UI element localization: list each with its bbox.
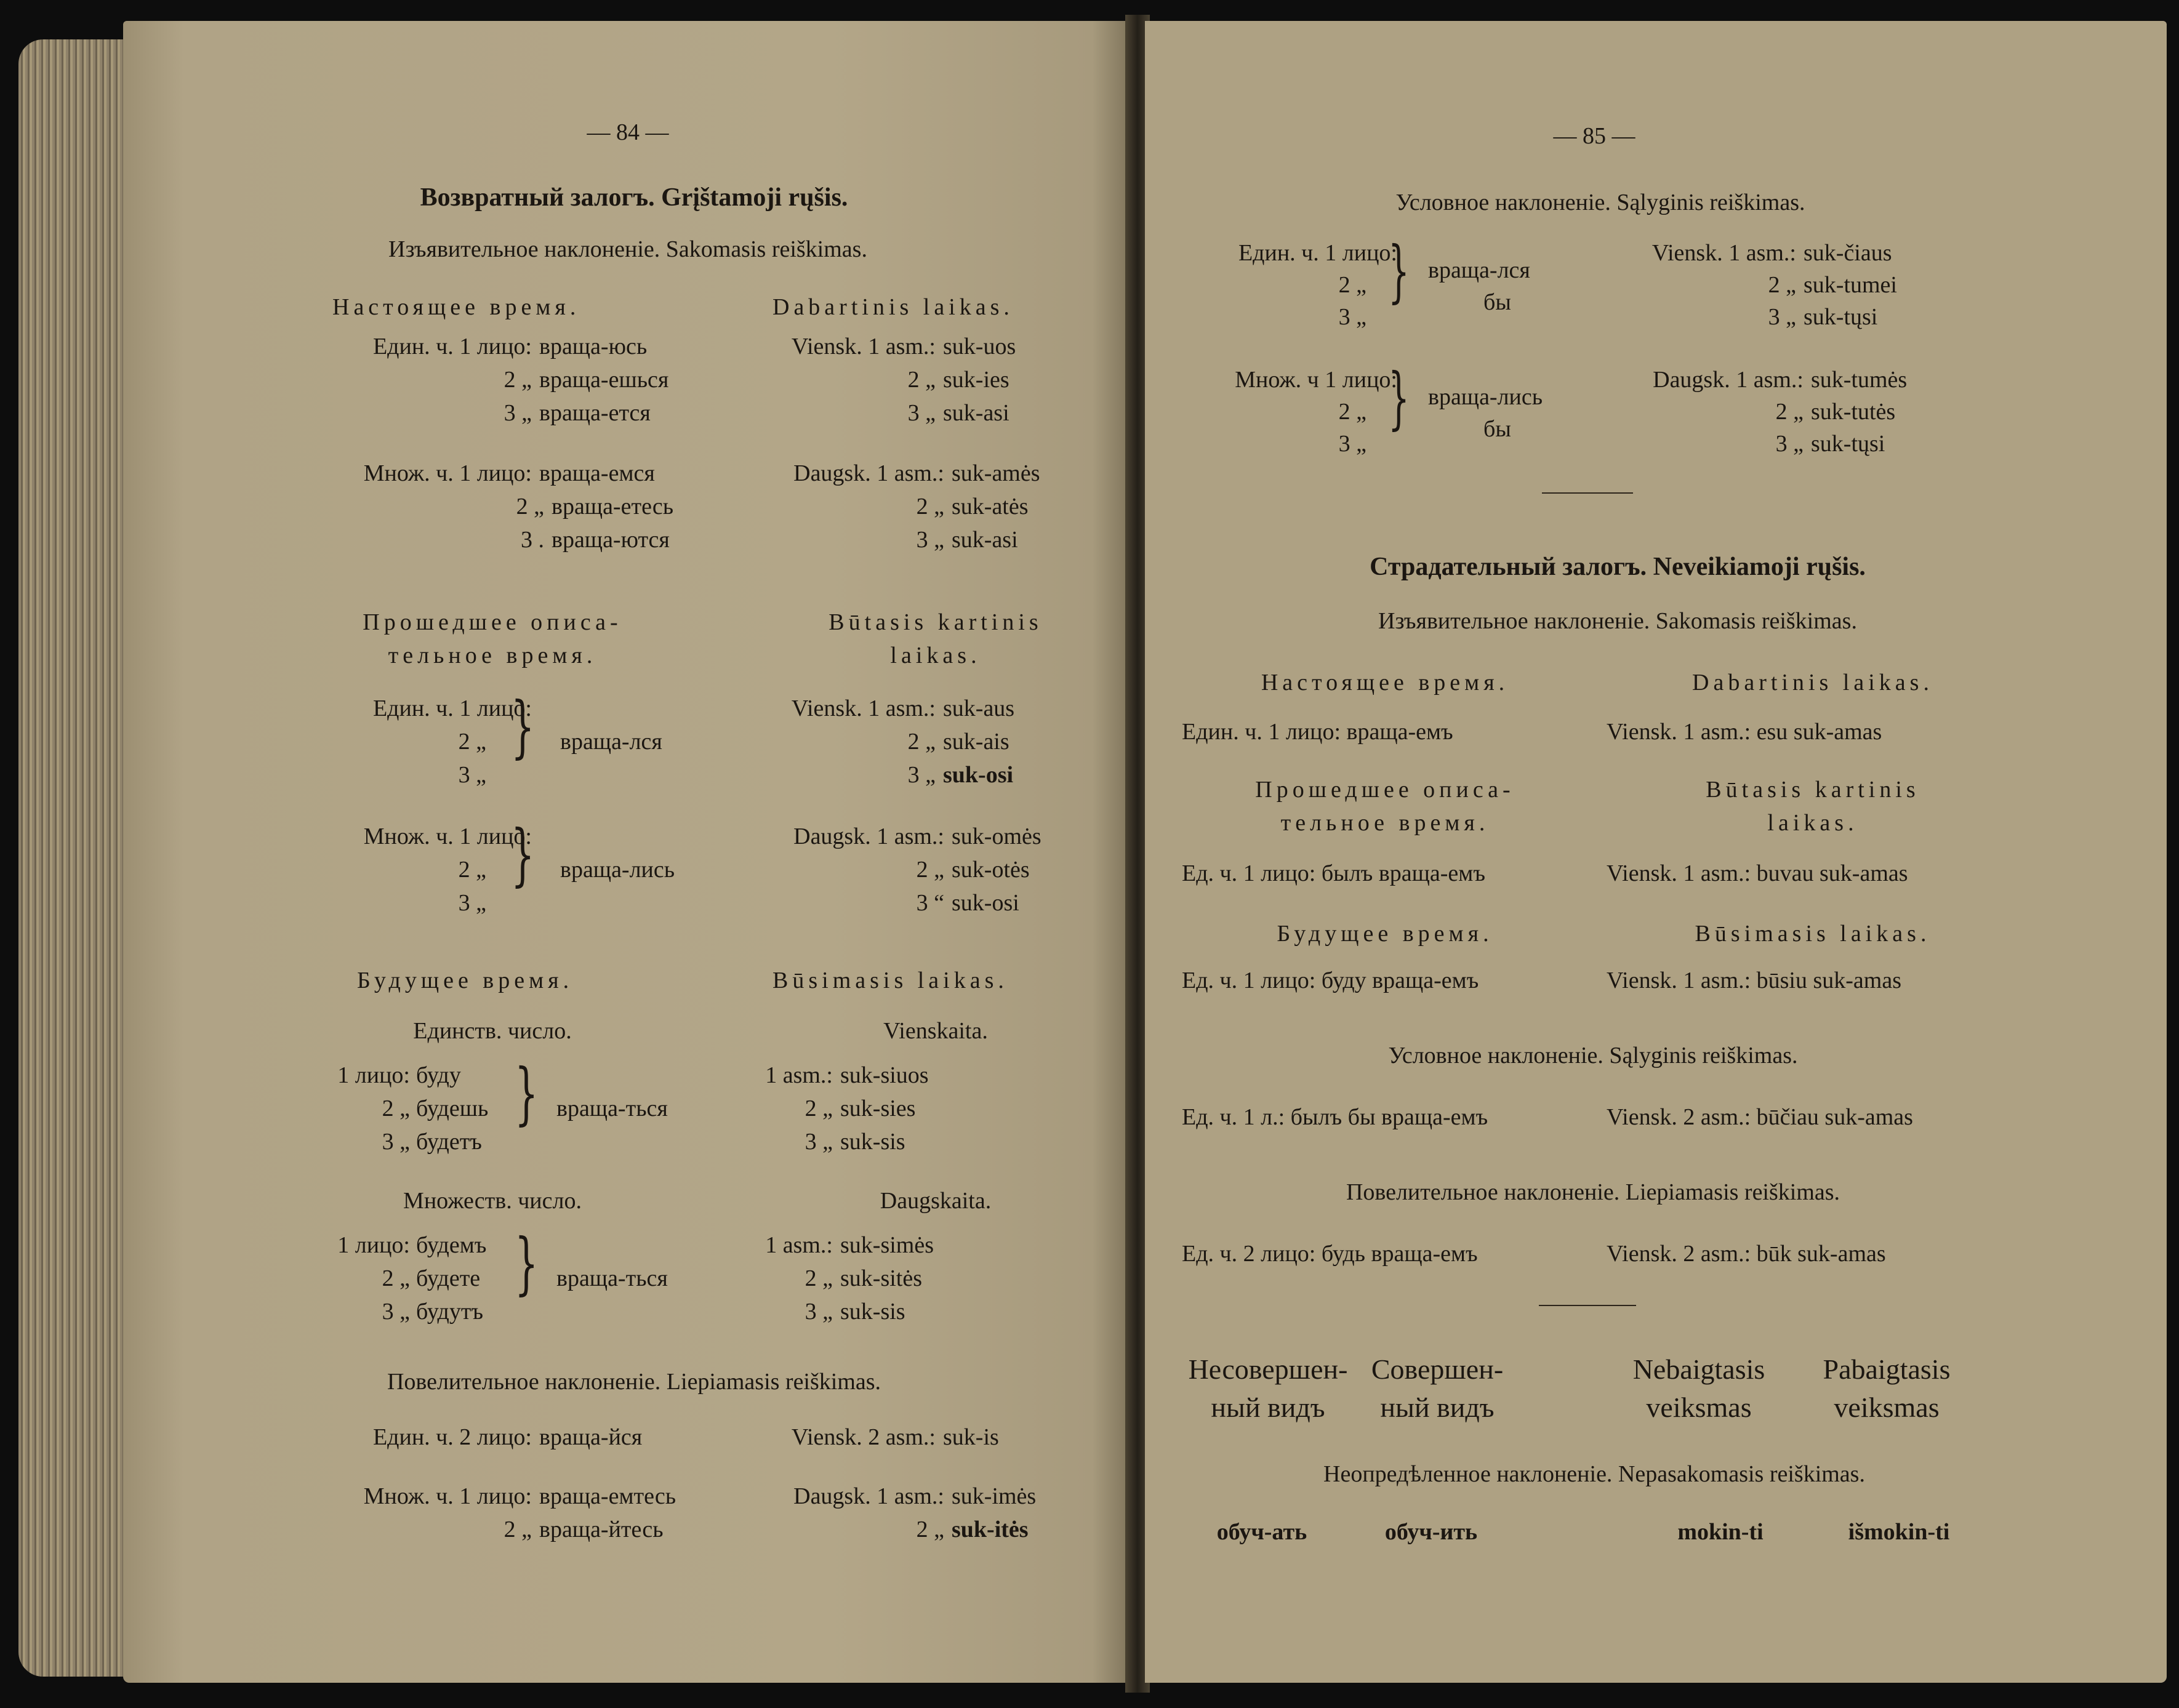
verb-form: враща-ется [539,400,651,426]
person-label: 2 „ [458,857,486,883]
verb-form: враща-ешься [539,367,669,393]
curly-brace: } [511,687,535,766]
aspect-heading: ный видъ [1211,1392,1325,1423]
verb-form: suk-simės [840,1232,934,1258]
verb-form: враща-лись [1428,384,1543,410]
person-label: 2 „ [1775,399,1804,425]
person-label: Viensk. 2 asm.: [791,1424,936,1450]
person-label: 3 „ [382,1299,410,1325]
conjugation-row-lt: Viensk. 2 asm.: būk suk-amas [1607,1241,1886,1267]
person-label: Един. ч. 1 лицо: [1238,240,1397,266]
curly-brace: } [515,1054,539,1133]
person-label: Множ. ч. 1 лицо: [363,460,532,486]
person-label: Един. ч. 1 лицо: [372,696,532,721]
tense-heading-lt: Būsimasis laikas. [1695,921,1931,947]
verb-particle: бы [1483,416,1511,442]
tense-heading-lt: Būtasis kartinis [1706,777,1920,803]
person-label: 2 „ [805,1096,833,1121]
verb-form: враща-емся [539,460,655,486]
tense-heading-lt: Būsimasis laikas. [772,968,1008,993]
tense-heading-lt: Dabartinis laikas. [1692,670,1933,696]
person-label: 3 . [521,527,544,553]
aspect-heading: Совершен- [1371,1353,1504,1385]
verb-form: враща-ться [556,1096,668,1121]
curly-brace: } [515,1224,539,1302]
verb-form: враща-ются [552,527,670,553]
person-label: 3 „ [916,527,944,553]
person-label: Множ. ч. 1 лицо: [363,824,532,849]
conjugation-row-lt: Viensk. 1 asm.: esu suk-amas [1607,719,1882,745]
verb-form: suk-uos [943,334,1016,359]
person-label: Един. ч. 1 лицо: [372,334,532,359]
verb-form: suk-omės [952,824,1041,849]
person-label: 3 „ [1768,304,1796,330]
person-label: 3 „ [1338,431,1366,457]
verb-form: suk-siuos [840,1062,929,1088]
person-label: 2 „ [382,1096,410,1121]
verb-form: suk-tųsi [1811,431,1885,457]
person-label: 3 „ [907,762,936,788]
person-label: Viensk. 1 asm.: [791,696,936,721]
verb-form: suk-amės [952,460,1040,486]
conjugation-row-ru: Ед. ч. 1 лицо: былъ враща-емъ [1182,860,1485,886]
person-label: 2 „ [458,729,486,755]
verb-form: враща-юсь [539,334,648,359]
tense-heading-ru: тельное время. [388,643,597,668]
person-label: 3 „ [805,1299,833,1325]
mood-heading: Неопредѣленное наклоненiе. Nepasakomasis reiškimas. [1323,1461,1865,1487]
person-label: 2 „ [916,857,944,883]
section-title: Возвратный залогъ. Grįštamoji rųšis. [420,183,848,212]
curly-brace: } [1388,231,1410,310]
conjugation-row-ru: Един. ч. 1 лицо: враща-емъ [1182,719,1453,745]
person-label: 3 „ [382,1129,410,1155]
verb-form: suk-itės [952,1517,1029,1542]
person-label: 3 „ [1338,304,1366,330]
verb-form: suk-sis [840,1299,905,1325]
tense-heading-ru: Будущее время. [357,968,574,993]
verb-form: suk-asi [943,400,1009,426]
aspect-heading: ный видъ [1380,1392,1495,1423]
person-label: 2 „ [504,367,532,393]
verb-form: suk-tutės [1811,399,1896,425]
verb-form: враща-йся [539,1424,643,1450]
person-label: 2 „ [907,729,936,755]
curly-brace: } [1388,358,1410,437]
conjugation-row-ru: Ед. ч. 1 лицо: буду враща-емъ [1182,968,1479,993]
verb-particle: бы [1483,289,1511,315]
verb-form: suk-sies [840,1096,916,1121]
person-label: Множ. ч. 1 лицо: [363,1483,532,1509]
person-label: Множ. ч 1 лицо: [1235,367,1397,393]
conjugation-row-lt: Viensk. 2 asm.: būčiau suk-amas [1607,1104,1913,1130]
person-label: 3 „ [504,400,532,426]
verb-form: suk-is [943,1424,999,1450]
tense-heading-ru: Прошедшее описа- [363,609,622,635]
aspect-heading: Pabaigtasis [1823,1353,1951,1385]
verb-form: будутъ [416,1299,484,1325]
person-label: 3 „ [907,400,936,426]
verb-form: будешь [416,1096,489,1121]
section-title: Страдательный залогъ. Neveikiamoji rųšis. [1370,553,1866,581]
tense-heading-lt: laikas. [890,643,981,668]
conjugation-row-lt: Viensk. 1 asm.: buvau suk-amas [1607,860,1908,886]
infinitive-form: išmokin-ti [1848,1519,1950,1545]
divider-rule [1542,492,1633,494]
verb-form: будемъ [416,1232,487,1258]
person-label: 2 „ [516,494,544,519]
verb-form: suk-osi [943,762,1014,788]
verb-form: враща-лись [560,857,675,883]
verb-form: будете [416,1265,481,1291]
tense-heading-ru: тельное время. [1280,810,1490,836]
verb-form: будетъ [416,1129,482,1155]
person-label: 3 „ [805,1129,833,1155]
conjugation-row-ru: Ед. ч. 2 лицо: будь враща-емъ [1182,1241,1478,1267]
conjugation-row-lt: Viensk. 1 asm.: būsiu suk-amas [1607,968,1902,993]
person-label: 3 „ [458,890,486,916]
verb-form: враща-лся [1428,257,1530,283]
person-label: 1 лицо: [337,1232,410,1258]
person-label: 2 „ [907,367,936,393]
number-heading: Daugskaita. [880,1188,992,1214]
tense-heading-lt: laikas. [1767,810,1858,836]
infinitive-form: обуч-ать [1216,1519,1307,1545]
tense-heading-ru: Будущее время. [1277,921,1493,947]
number-heading: Множеств. число. [403,1188,582,1214]
verb-form: suk-asi [952,527,1018,553]
curly-brace: } [511,815,535,894]
person-label: 2 „ [504,1517,532,1542]
open-book [12,15,2167,1693]
aspect-heading: veiksmas [1646,1392,1752,1423]
person-label: 1 asm.: [765,1232,833,1258]
verb-form: suk-čiaus [1804,240,1892,266]
number-heading: Vienskaita. [883,1018,988,1044]
person-label: Daugsk. 1 asm.: [793,1483,944,1509]
tense-heading-lt: Dabartinis laikas. [772,294,1014,320]
person-label: 2 „ [1338,272,1366,298]
person-label: 2 „ [916,494,944,519]
verb-form: враща-лся [560,729,662,755]
person-label: 2 „ [916,1517,944,1542]
mood-heading: Повелительное наклоненiе. Liepiamasis reiškimas. [1346,1179,1840,1205]
person-label: 3 “ [916,890,944,916]
mood-heading: Повелительное наклоненiе. Liepiamasis reiškimas. [387,1369,881,1395]
aspect-heading: veiksmas [1834,1392,1940,1423]
tense-heading-ru: Прошедшее описа- [1255,777,1515,803]
verb-form: suk-osi [952,890,1019,916]
verb-form: suk-tumei [1804,272,1897,298]
verb-form: suk-ais [943,729,1009,755]
infinitive-form: обуч-ить [1384,1519,1478,1545]
person-label: Daugsk. 1 asm.: [793,460,944,486]
person-label: Viensk. 1 asm.: [1651,240,1796,266]
person-label: 2 „ [805,1265,833,1291]
verb-form: suk-sis [840,1129,905,1155]
infinitive-form: mokin-ti [1677,1519,1764,1545]
person-label: 1 лицо: [337,1062,410,1088]
verb-form: suk-tumės [1811,367,1908,393]
person-label: Viensk. 1 asm.: [791,334,936,359]
person-label: Един. ч. 2 лицо: [372,1424,532,1450]
tense-heading-ru: Настоящее время. [332,294,580,320]
verb-form: suk-otės [952,857,1030,883]
verb-form: враща-емтесь [539,1483,676,1509]
verb-form: suk-atės [952,494,1029,519]
page-left [123,21,1133,1683]
mood-heading: Условное наклоненiе. Sąlyginis reiškimas. [1388,1043,1798,1069]
verb-form: буду [416,1062,461,1088]
conjugation-row-ru: Ед. ч. 1 л.: былъ бы враща-емъ [1182,1104,1488,1130]
verb-form: враща-етесь [552,494,674,519]
person-label: 1 asm.: [765,1062,833,1088]
person-label: 2 „ [382,1265,410,1291]
verb-form: suk-aus [943,696,1015,721]
person-label: 3 „ [458,762,486,788]
person-label: 2 „ [1768,272,1796,298]
verb-form: враща-йтесь [539,1517,664,1542]
aspect-heading: Nebaigtasis [1632,1353,1765,1385]
tense-heading-lt: Būtasis kartinis [829,609,1043,635]
person-label: Daugsk. 1 asm.: [793,824,944,849]
mood-heading: Изъявительное наклоненiе. Sakomasis reiškimas. [1378,608,1857,634]
divider-rule [1539,1305,1636,1306]
verb-form: suk-tųsi [1804,304,1878,330]
tense-heading-ru: Настоящее время. [1261,670,1509,696]
verb-form: враща-ться [556,1265,668,1291]
verb-form: suk-sitės [840,1265,922,1291]
mood-heading: Изъявительное наклоненiе. Sakomasis reiškimas. [388,236,867,262]
page-number: — 84 — [587,119,669,145]
person-label: 3 „ [1775,431,1804,457]
verb-form: suk-ies [943,367,1009,393]
page-number: — 85 — [1553,123,1635,149]
page-right [1145,21,2167,1683]
aspect-heading: Несовершен- [1188,1353,1348,1385]
mood-heading: Условное наклоненiе. Sąlyginis reiškimas. [1395,190,1805,215]
number-heading: Единств. число. [413,1018,572,1044]
verb-form: suk-imės [952,1483,1037,1509]
person-label: Daugsk. 1 asm.: [1653,367,1804,393]
person-label: 2 „ [1338,399,1366,425]
